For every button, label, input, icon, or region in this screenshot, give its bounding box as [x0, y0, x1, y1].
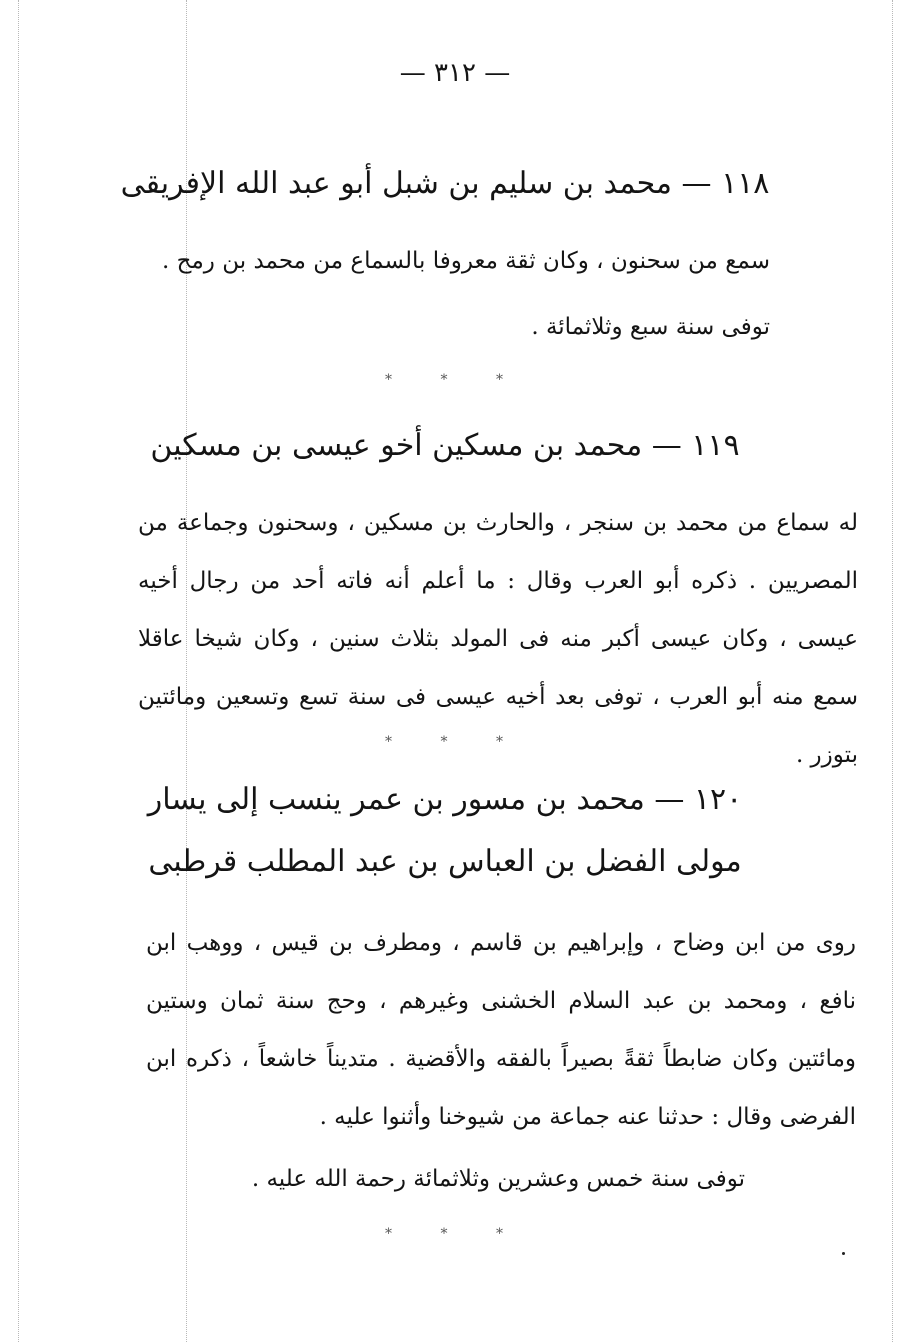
entry-118-paragraph-2: توفى سنة سبع وثلاثمائة .: [531, 314, 770, 340]
entry-120-heading-line-1: ١٢٠ — محمد بن مسور بن عمر ينسب إلى يسار: [147, 782, 743, 817]
entry-118-heading: ١١٨ — محمد بن سليم بن شبل أبو عبد الله الإفريقى: [120, 166, 770, 201]
entry-119-paragraph: له سماع من محمد بن سنجر ، والحارث بن مسكين ، وسحنون وجماعة من المصريين . ذكره أبو العرب وقال : ما أعلم أنه فاته أحد من رجال أخيه عيسى ، وكان عيسى أكبر منه فى المولد بثلاث سنين ، وكان شيخا عاقلا سمع منه أبو العرب ، توفى بعد أخيه عيسى فى سنة تسع وتسعين ومائتين بتوزر .: [138, 510, 858, 768]
section-separator: * * *: [385, 1226, 525, 1242]
entry-119-heading: ١١٩ — محمد بن مسكين أخو عيسى بن مسكين: [150, 428, 740, 463]
entry-120-paragraph-1: روى من ابن وضاح ، وإبراهيم بن قاسم ، ومطرف بن قيس ، ووهب ابن نافع ، ومحمد بن عبد السلام الخشنى وغيرهم ، وحج سنة ثمان وستين ومائتين وكان ضابطاً ثقةً بصيراً بالفقه والأقضية . متديناً خاشعاً ، ذكره ابن الفرضى وقال : حدثنا عنه جماعة من شيوخنا وأثنوا عليه .: [146, 930, 856, 1130]
section-separator: * * *: [385, 734, 525, 750]
section-separator: * * *: [385, 372, 525, 388]
margin-guide-left: [18, 0, 19, 1342]
scan-speck: [842, 1252, 845, 1255]
entry-118-paragraph-1: سمع من سحنون ، وكان ثقة معروفا بالسماع من محمد بن رمح .: [162, 248, 770, 274]
entry-120-paragraph-2: توفى سنة خمس وعشرين وثلاثمائة رحمة الله عليه .: [251, 1166, 745, 1192]
entry-120-heading-line-2: مولى الفضل بن العباس بن عبد المطلب قرطبى: [148, 844, 742, 879]
margin-guide-right: [892, 0, 893, 1342]
page-number: — ٣١٢ —: [399, 58, 511, 88]
